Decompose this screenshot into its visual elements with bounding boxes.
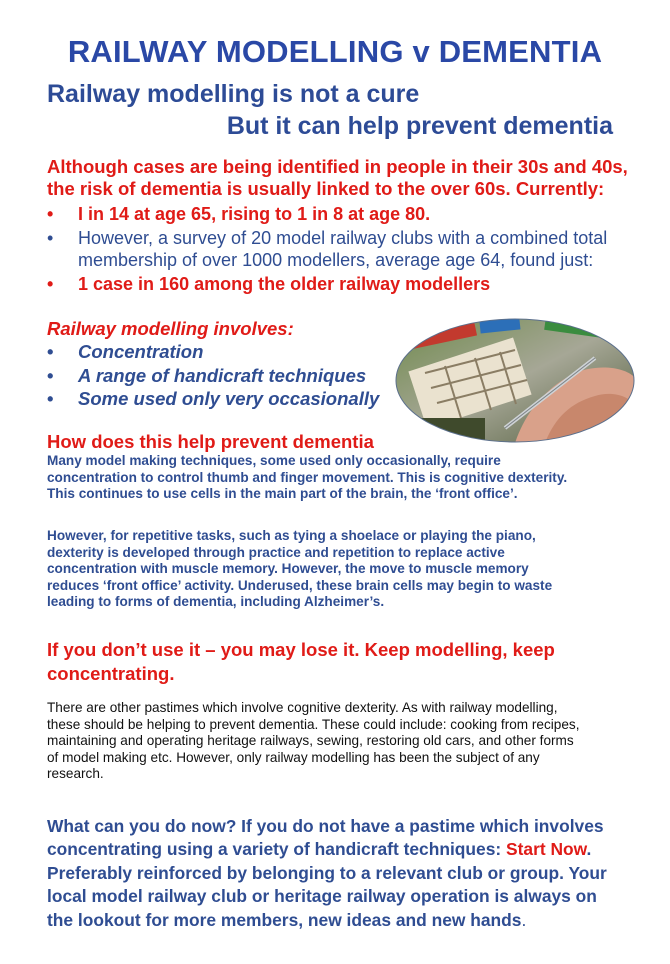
bullet-icon: • <box>47 341 54 362</box>
stat-text: 1 case in 160 among the older railway modellers <box>78 274 491 294</box>
paragraph-line: of model making etc. However, only railway modelling has been the subject of any <box>47 749 540 765</box>
call-to-action-paragraph <box>47 815 627 932</box>
muscle-memory-paragraph <box>47 528 637 611</box>
paragraph-line: maintaining and operating heritage railways, sewing, restoring old cars, and other forms <box>47 733 574 748</box>
paragraph-line: these should be helping to prevent dementia. These could include: cooking from recipes, <box>47 716 580 732</box>
intro-line: the risk of dementia is usually linked to the over 60s. Currently: <box>47 178 605 199</box>
page-title: RAILWAY MODELLING v DEMENTIA <box>67 34 603 69</box>
statistics-list <box>47 203 627 297</box>
dexterity-paragraph <box>47 453 637 503</box>
involves-text: Concentration <box>78 341 204 362</box>
how-heading: How does this help prevent dementia <box>47 431 374 452</box>
paragraph-line: research. <box>47 766 104 781</box>
paragraph-line: concentration with muscle memory. However, the move to muscle memory <box>47 561 529 576</box>
list-item <box>47 340 379 364</box>
paragraph-line <box>47 909 627 932</box>
paragraph-line <box>47 838 627 861</box>
list-item <box>47 203 627 225</box>
cta-punctuation: . <box>586 839 592 860</box>
paragraph-line: What can you do now? If you do not have a pastime which involves <box>47 816 604 836</box>
list-item <box>47 273 627 295</box>
cta-punctuation: . <box>521 909 527 930</box>
paragraph-line: Many model making techniques, some used only occasionally, require <box>47 453 501 468</box>
subtitle-can-help: But it can help prevent dementia <box>226 112 613 140</box>
involves-text: A range of handicraft techniques <box>78 364 367 386</box>
intro-line: Although cases are being identified in people in their 30s and 40s, <box>47 156 628 177</box>
list-item <box>47 364 379 388</box>
list-item <box>47 227 627 271</box>
bullet-icon: • <box>47 204 54 224</box>
paragraph-line: Preferably reinforced by belonging to a relevant club or group. Your <box>47 862 607 883</box>
involves-list <box>47 340 379 411</box>
paragraph-line: reduces ‘front office’ activity. Underused, these brain cells may begin to waste <box>47 577 553 593</box>
stat-text: However, a survey of 20 model railway clubs with a combined total membership of over 1000 modellers, average age 64, found just: <box>78 228 608 270</box>
start-now-emphasis: Start Now <box>506 839 587 860</box>
bullet-icon: • <box>47 228 54 248</box>
paragraph-line: leading to forms of dementia, including Alzheimer’s. <box>47 594 385 609</box>
cta-text: the lookout for more members, new ideas and new hands <box>47 909 522 930</box>
involves-text: Some used only very occasionally <box>78 388 380 409</box>
paragraph-line: local model railway club or heritage railway operation is always on <box>47 886 597 907</box>
heading-line: concentrating. <box>47 663 175 684</box>
stat-text: I in 14 at age 65, rising to 1 in 8 at age 80. <box>78 204 431 224</box>
involves-heading: Railway modelling involves: <box>47 318 294 339</box>
bullet-icon: • <box>47 364 54 386</box>
paragraph-line: concentration to control thumb and finger movement. This is cognitive dexterity. <box>47 469 568 485</box>
use-it-or-lose-it-heading <box>47 638 555 686</box>
other-pastimes-paragraph <box>47 700 627 783</box>
list-item <box>47 387 379 411</box>
paragraph-line: dexterity is developed through practice and repetition to replace active <box>47 544 505 560</box>
paragraph-line: This continues to use cells in the main part of the brain, the ‘front office’. <box>47 486 518 501</box>
heading-line: If you don’t use it – you may lose it. Keep modelling, keep <box>47 639 555 660</box>
intro-heading <box>47 156 627 200</box>
paragraph-line: There are other pastimes which involve cognitive dexterity. As with railway modelling, <box>47 700 558 715</box>
paragraph-line: However, for repetitive tasks, such as tying a shoelace or playing the piano, <box>47 528 536 543</box>
subtitle-not-a-cure: Railway modelling is not a cure <box>47 80 420 108</box>
bullet-icon: • <box>47 274 54 294</box>
cta-text: concentrating using a variety of handicraft techniques: <box>47 839 507 860</box>
bullet-icon: • <box>47 388 54 409</box>
model-making-photo <box>395 318 635 443</box>
